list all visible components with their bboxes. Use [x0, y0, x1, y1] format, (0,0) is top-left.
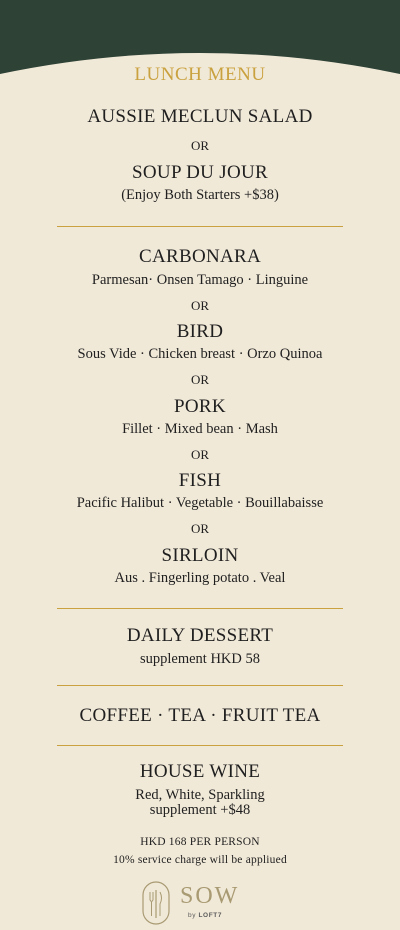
brand-name: SOW: [180, 883, 240, 909]
menu-title: LUNCH MENU: [134, 64, 266, 85]
main-carbonara: CARBONARA: [139, 246, 261, 267]
main-bird: BIRD: [176, 321, 224, 342]
or-separator: OR: [190, 372, 210, 387]
or-separator: OR: [190, 138, 210, 153]
main-carbonara-desc: Parmesan· Onsen Tamago · Linguine: [91, 272, 309, 288]
starter-salad: AUSSIE MECLUN SALAD: [87, 106, 313, 127]
wine-name: HOUSE WINE: [139, 761, 261, 782]
wine-supplement: supplement +$48: [149, 802, 251, 818]
main-bird-desc: Sous Vide · Chicken breast · Orzo Quinoa: [77, 346, 323, 362]
drinks-line: COFFEE · TEA · FRUIT TEA: [79, 705, 321, 726]
price-per-person: HKD 168 PER PERSON: [140, 836, 260, 848]
or-separator: OR: [190, 447, 210, 462]
or-separator: OR: [190, 521, 210, 536]
brand-sub: LOFT7: [198, 912, 223, 919]
divider: [57, 685, 343, 686]
main-pork-desc: Fillet · Mixed bean · Mash: [122, 421, 278, 437]
main-sirloin-desc: Aus . Fingerling potato . Veal: [114, 570, 286, 586]
main-fish-desc: Pacific Halibut · Vegetable · Bouillabaisse: [76, 495, 324, 511]
main-pork: PORK: [174, 396, 226, 417]
utensils-emblem-icon: [140, 880, 172, 926]
or-separator: OR: [190, 298, 210, 313]
divider: [57, 608, 343, 609]
dessert-desc: supplement HKD 58: [139, 651, 260, 667]
divider: [57, 745, 343, 746]
service-charge: 10% service charge will be appliued: [113, 854, 287, 866]
brand-logo: [140, 880, 270, 926]
starter-soup: SOUP DU JOUR: [132, 162, 268, 183]
brand-by: by: [188, 912, 197, 919]
starter-note: (Enjoy Both Starters +$38): [121, 187, 279, 203]
divider: [57, 226, 343, 227]
dessert-name: DAILY DESSERT: [126, 625, 274, 646]
wine-desc: Red, White, Sparkling: [135, 787, 265, 803]
main-fish: FISH: [178, 470, 222, 491]
brand-subtitle: [188, 912, 222, 919]
main-sirloin: SIRLOIN: [161, 545, 239, 566]
